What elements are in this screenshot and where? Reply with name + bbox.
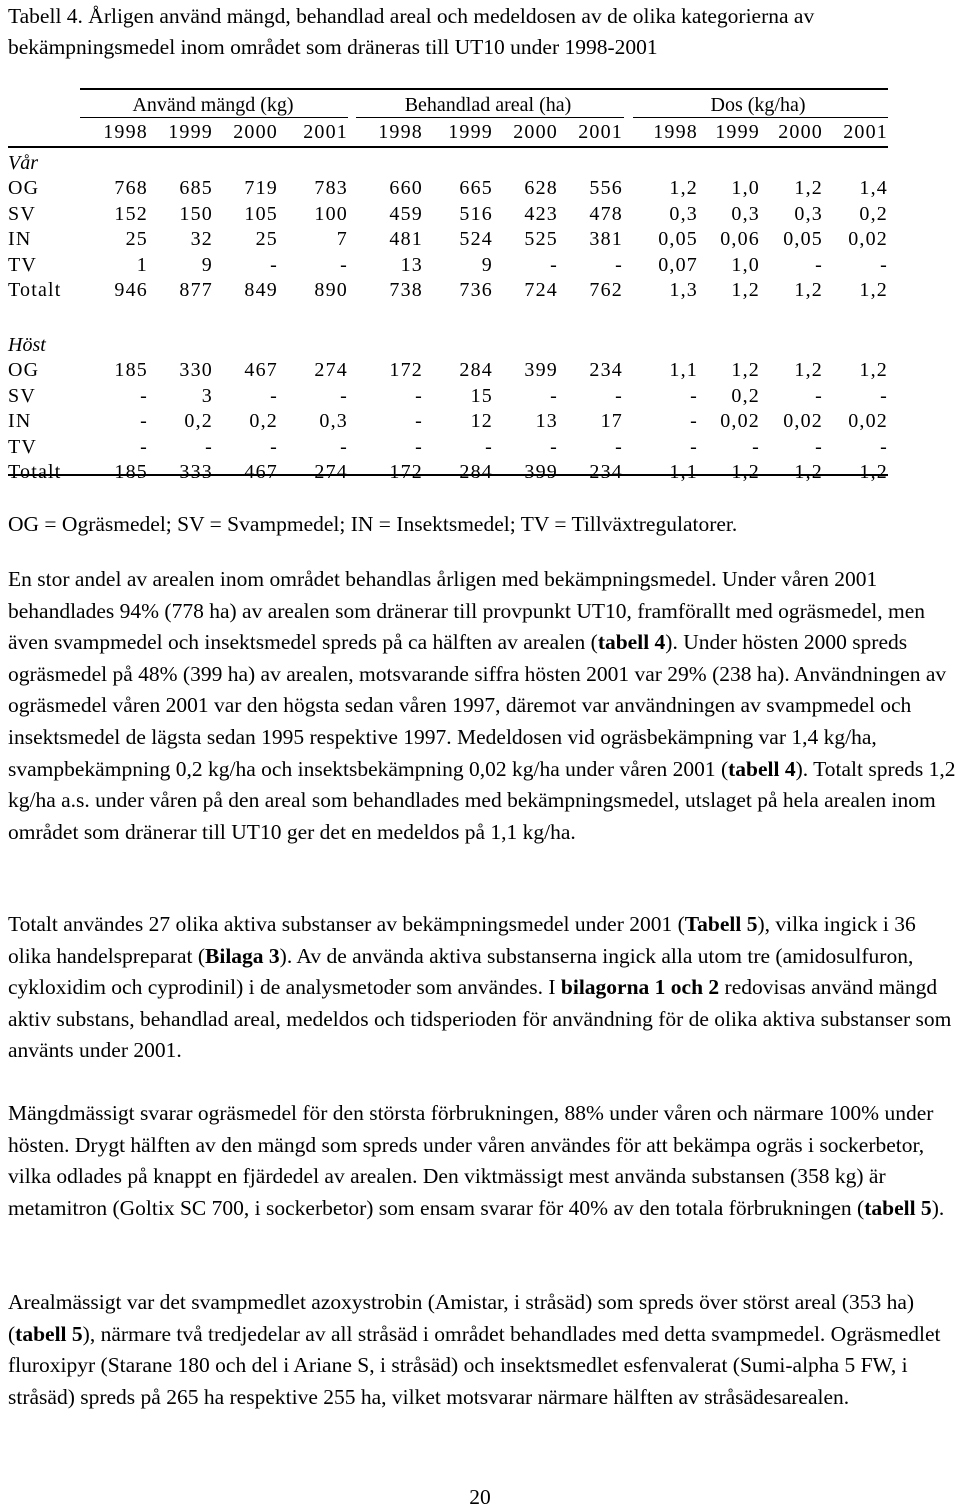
year-header-cell: 1998 (378, 121, 423, 143)
section-heading: Vår (8, 152, 38, 174)
group-header-amount: Använd mängd (kg) (132, 94, 294, 116)
table-cell: - (270, 435, 278, 458)
paragraph-1: En stor andel av arealen inom området behandlas årligen med bekämpningsmedel. Under våren 2001 behandlades 94% (778 ha) av arealen som dränerar till provpunkt UT10, framförallt med ogräsmedel, men även svampmedel och insektsmedel spreds på ca hälften av arealen (tabell 4). Under hösten 2000 spreds ogräsmedel på 48% (399 ha) av arealen, motsvarande siffra hösten 2001 var 29% (238 ha). Användningen av ogräsmedel våren 2001 var den högsta sedan våren 1997, däremot var användningen av svampmedel och insektsmedel de lägsta sedan 1995 respektive 1997. Medeldosen vid ogräsbekämpning var 1,4 kg/ha, svampbekämpning 0,2 kg/ha och insektsbekämpning 0,02 kg/ha under våren 2001 (tabell 4). Totalt spreds 1,2 kg/ha a.s. under våren på den areal som behandlades med bekämpningsmedel, utslaget på hela arealen inom området som dränerar till UT10 ger det en medeldos på 1,1 kg/ha. (8, 567, 956, 844)
table-cell: 1,2 (794, 461, 823, 483)
year-header-row (8, 119, 888, 145)
table-cell: - (615, 435, 623, 458)
year-header-cell: 2000 (778, 121, 823, 143)
table-cell: - (550, 435, 558, 458)
table-cell: 25 (125, 228, 148, 250)
table-cell: 481 (389, 228, 423, 250)
table-cell: 1,2 (731, 279, 760, 301)
row-label: TV (8, 253, 38, 276)
table-cell: - (815, 435, 823, 458)
year-header-cell: 2000 (513, 121, 558, 143)
table-cell: 100 (314, 202, 348, 225)
table-cell: 478 (589, 202, 623, 225)
table-cell: - (815, 253, 823, 276)
row-label: OG (8, 359, 40, 381)
row-label: OG (8, 177, 40, 199)
table-cell: - (752, 435, 760, 458)
table-cell: 849 (244, 279, 278, 301)
table-cell: 284 (459, 359, 493, 381)
table-cell: 1,3 (669, 279, 698, 301)
table-cell: 0,05 (658, 228, 698, 250)
table-cell: - (140, 410, 148, 432)
table-cell: 1,4 (859, 177, 888, 199)
table-reference: tabell 5 (864, 1195, 932, 1220)
table-cell: - (550, 384, 558, 407)
table-cell: - (690, 435, 698, 458)
row-label: IN (8, 228, 32, 250)
table-cell: - (340, 253, 348, 276)
table-cell: 0,3 (669, 202, 698, 225)
table-cell: - (690, 410, 698, 432)
table-cell: 0,02 (783, 410, 823, 432)
row-label: Totalt (8, 279, 62, 301)
header-rule (8, 146, 888, 148)
table-cell: 150 (179, 202, 213, 225)
table-cell: 381 (589, 228, 623, 250)
table-cell: 0,3 (794, 202, 823, 225)
abbreviation-legend: OG = Ogräsmedel; SV = Svampmedel; IN = Insektsmedel; TV = Tillväxtregulatorer. (8, 512, 738, 536)
table-reference: Tabell 5 (684, 912, 758, 936)
table-reference: tabell 4 (728, 756, 796, 781)
table-cell: 399 (524, 461, 558, 483)
paragraph-3: Mängdmässigt svarar ogräsmedel för den största förbrukningen, 88% under våren och närmare 100% under hösten. Drygt hälften av den mängd som spreds under våren användes för att bekämpa ogräs i sockerbetor, vilka odlades på knappt en fjärdedel av arealen. Den viktmässigt mest använda substansen (358 kg) är metamitron (Goltix SC 700, i sockerbetor) som ensam svarar för 40% av den totala förbrukningen (tabell 5). (8, 1101, 945, 1220)
table-cell: - (615, 384, 623, 407)
table-cell: 628 (524, 177, 558, 199)
page-number: 20 (469, 1485, 491, 1509)
section-heading: Höst (8, 334, 46, 356)
group-header-area: Behandlad areal (ha) (404, 94, 572, 116)
table-cell: 1,0 (731, 253, 760, 276)
table-cell: 1,2 (859, 279, 888, 301)
year-header-cell: 1998 (103, 121, 148, 143)
table-cell: 152 (114, 202, 148, 225)
row-label: Totalt (8, 461, 62, 483)
table-cell: 17 (600, 410, 623, 432)
table-cell: 459 (389, 202, 423, 225)
table-cell: - (205, 435, 213, 458)
table-cell: 685 (179, 177, 213, 199)
table-row (8, 408, 888, 434)
table-cell: 1,0 (731, 177, 760, 199)
table-cell: 3 (201, 384, 213, 407)
table-cell: 1,2 (794, 359, 823, 381)
table-cell: 1,1 (669, 461, 698, 483)
table-cell: 32 (190, 228, 213, 250)
table-cell: 333 (179, 461, 213, 483)
table-cell: 234 (589, 359, 623, 381)
table-cell: 946 (114, 279, 148, 301)
table-cell: - (340, 435, 348, 458)
table-cell: 9 (201, 253, 213, 276)
table-cell: 274 (314, 461, 348, 483)
table-cell: 467 (244, 461, 278, 483)
table-cell: 525 (524, 228, 558, 250)
bottom-rule (8, 474, 888, 476)
table-cell: 877 (179, 279, 213, 301)
table-cell: - (270, 253, 278, 276)
table-cell: 105 (244, 202, 278, 225)
year-header-cell: 1999 (448, 121, 493, 143)
table-cell: 1 (136, 253, 148, 276)
table-row (8, 201, 888, 227)
table-cell: 556 (589, 177, 623, 199)
table-cell: 660 (389, 177, 423, 199)
table-cell: - (140, 435, 148, 458)
table-cell: 0,05 (783, 228, 823, 250)
table-cell: - (415, 435, 423, 458)
table-cell: - (340, 384, 348, 407)
table-row (8, 434, 888, 460)
table-cell: 13 (400, 253, 423, 276)
table-cell: 0,02 (720, 410, 760, 432)
table-cell: 172 (389, 461, 423, 483)
table-cell: 0,3 (319, 410, 348, 432)
table-cell: 762 (589, 279, 623, 301)
table-cell: - (615, 253, 623, 276)
table-cell: 0,2 (184, 410, 213, 432)
table-cell: - (270, 384, 278, 407)
table-cell: - (880, 435, 888, 458)
table-cell: 234 (589, 461, 623, 483)
table-cell: - (550, 253, 558, 276)
table-cell: 467 (244, 359, 278, 381)
table-row (8, 357, 888, 383)
table-cell: - (815, 384, 823, 407)
table-row (8, 175, 888, 201)
table-cell: 1,1 (669, 359, 698, 381)
appendix-reference: Bilaga 3 (205, 943, 280, 968)
table-cell: 330 (179, 359, 213, 381)
table-cell: - (140, 384, 148, 407)
paragraph-4: Arealmässigt var det svampmedlet azoxystrobin (Amistar, i stråsäd) som spreds över störst areal (353 ha) (tabell 5), närmare två tredjedelar av all stråsäd i området behandlades med detta svampmedel. Ogräsmedlet fluroxipyr (Starane 180 och del i Ariane S, i stråsäd) och insektsmedlet esfenvalerat (Sumi-alpha 5 FW, i stråsäd) spreds på 265 ha respektive 255 ha, vilket motsvarar närmare hälften av stråsädesarealen. (8, 1290, 941, 1409)
table-cell: 15 (470, 384, 493, 407)
group-underline (356, 117, 624, 118)
table-cell: 516 (459, 202, 493, 225)
table-cell: 1,2 (669, 177, 698, 199)
paragraph-2: Totalt användes 27 olika aktiva substanser av bekämpningsmedel under 2001 (Tabell 5), vilka ingick i 36 olika handelspreparat (Bilaga 3). Av de använda aktiva substanserna ingick alla utom tre (amidosulfuron, cykloxidim och cyprodinil) i de analysmetoder som användes. I bilagorna 1 och 2 redovisas använd mängd aktiv substans, behandlad areal, medeldos och tidsperioden för användning för de olika aktiva substanser som använts under 2001. (8, 912, 952, 1063)
table-cell: 719 (244, 177, 278, 199)
table-reference: tabell 5 (15, 1321, 83, 1346)
year-header-cell: 1999 (168, 121, 213, 143)
table-cell: 12 (470, 410, 493, 432)
table-cell: 724 (524, 279, 558, 301)
group-header-dose: Dos (kg/ha) (710, 94, 806, 116)
year-header-cell: 2001 (303, 121, 348, 143)
table-row (8, 226, 888, 252)
top-rule (80, 88, 888, 90)
table-cell: 768 (114, 177, 148, 199)
table-cell: 1,2 (859, 359, 888, 381)
table-cell: 665 (459, 177, 493, 199)
row-label: SV (8, 202, 36, 225)
year-header-cell: 2000 (233, 121, 278, 143)
group-underline (633, 117, 888, 118)
table-row (8, 277, 888, 303)
table-cell: 274 (314, 359, 348, 381)
table-cell: 1,2 (794, 177, 823, 199)
table-cell: 185 (114, 461, 148, 483)
table-cell: - (415, 384, 423, 407)
appendix-reference: bilagorna 1 och 2 (560, 975, 720, 1000)
table-cell: - (690, 384, 698, 407)
table-cell: 738 (389, 279, 423, 301)
table-cell: 0,02 (848, 228, 888, 250)
table-cell: 172 (389, 359, 423, 381)
table-cell: 0,2 (859, 202, 888, 225)
table-cell: 0,2 (249, 410, 278, 432)
table-cell: - (485, 435, 493, 458)
table-caption: Tabell 4. Årligen använd mängd, behandlad areal och medeldosen av de olika kategorierna av bekämpningsmedel inom området som dräneras till UT10 under 1998-2001 (8, 4, 815, 59)
table-cell: 736 (459, 279, 493, 301)
table-cell: - (880, 253, 888, 276)
table-cell: 1,2 (794, 279, 823, 301)
table-cell: - (880, 384, 888, 407)
row-label: IN (8, 410, 32, 432)
table-cell: 1,2 (731, 461, 760, 483)
table-cell: 1,2 (859, 461, 888, 483)
table-reference: tabell 4 (597, 630, 666, 655)
group-underline (80, 117, 348, 118)
table-cell: 524 (459, 228, 493, 250)
table-cell: 423 (524, 202, 558, 225)
table-cell: 284 (459, 461, 493, 483)
table-cell: 890 (314, 279, 348, 301)
year-header-cell: 1998 (653, 121, 698, 143)
table-row (8, 459, 888, 485)
table-row (8, 383, 888, 409)
table-cell: 783 (314, 177, 348, 199)
table-cell: 7 (336, 228, 348, 250)
row-label: TV (8, 435, 38, 458)
table-cell: 399 (524, 359, 558, 381)
table-row (8, 252, 888, 278)
table-cell: 13 (535, 410, 558, 432)
table-cell: 185 (114, 359, 148, 381)
table-cell: 1,2 (731, 359, 760, 381)
table-cell: 9 (481, 253, 493, 276)
table-cell: - (415, 410, 423, 432)
table-cell: 25 (255, 228, 278, 250)
table-cell: 0,07 (658, 253, 698, 276)
year-header-cell: 1999 (715, 121, 760, 143)
row-label: SV (8, 384, 36, 407)
year-header-cell: 2001 (578, 121, 623, 143)
table-cell: 0,2 (731, 384, 760, 407)
table-cell: 0,3 (731, 202, 760, 225)
table-cell: 0,06 (720, 228, 760, 250)
year-header-cell: 2001 (843, 121, 888, 143)
table-cell: 0,02 (848, 410, 888, 432)
